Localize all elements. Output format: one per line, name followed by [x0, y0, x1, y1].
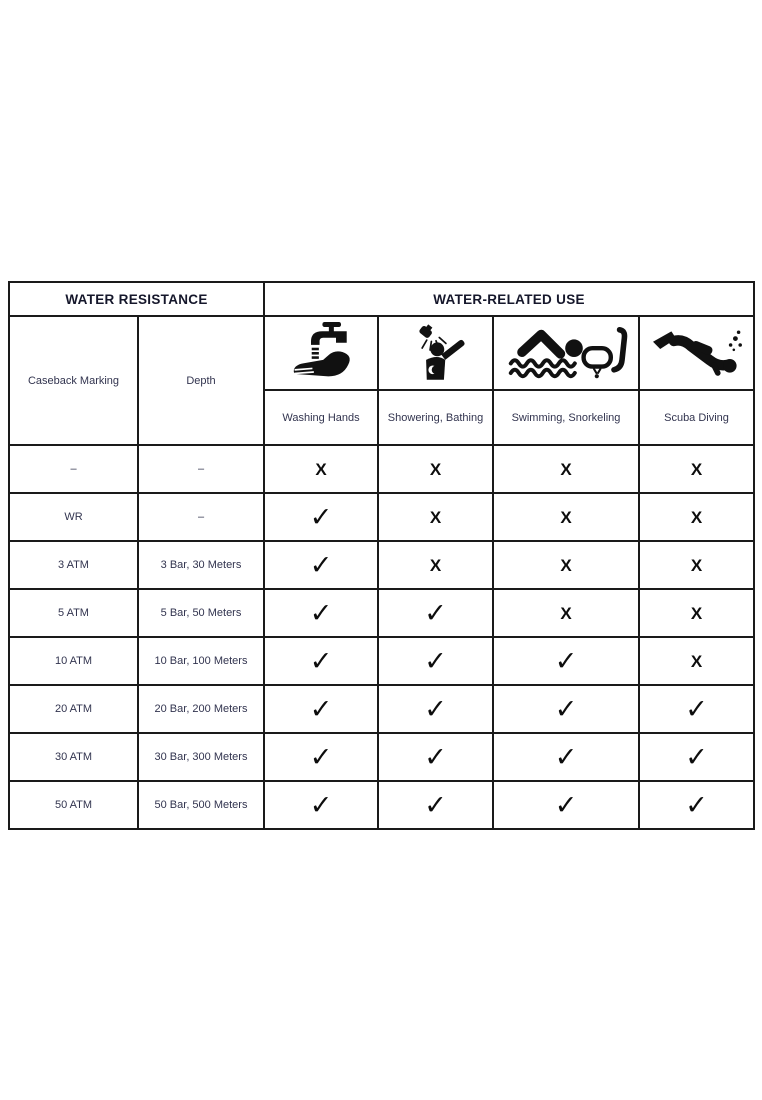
depth-value: 10 Bar, 100 Meters	[138, 637, 264, 685]
check-mark: ✓	[264, 637, 378, 685]
check-mark: ✓	[264, 781, 378, 829]
table-row	[9, 685, 754, 733]
x-mark: X	[639, 541, 754, 589]
depth-value: 50 Bar, 500 Meters	[138, 781, 264, 829]
check-mark: ✓	[493, 685, 639, 733]
depth-value: 3 Bar, 30 Meters	[138, 541, 264, 589]
check-mark: ✓	[493, 733, 639, 781]
x-mark: X	[264, 445, 378, 493]
caseback-marking-value: WR	[9, 493, 138, 541]
check-mark: ✓	[639, 781, 754, 829]
water-related-use-header: WATER-RELATED USE	[264, 282, 754, 316]
caseback-marking-value: 20 ATM	[9, 685, 138, 733]
table-row	[9, 781, 754, 829]
scuba-diving-icon	[640, 321, 753, 385]
check-mark: ✓	[264, 685, 378, 733]
table-row	[9, 733, 754, 781]
scuba-diving-cell	[639, 316, 754, 390]
check-mark: ✓	[264, 589, 378, 637]
washing-hands-cell	[264, 316, 378, 390]
depth-value: 5 Bar, 50 Meters	[138, 589, 264, 637]
activity-label-scuba: Scuba Diving	[639, 390, 754, 445]
table-row	[9, 493, 754, 541]
caseback-marking-column-header: Caseback Marking	[9, 316, 138, 445]
caseback-marking-value: 5 ATM	[9, 589, 138, 637]
washing-hands-icon	[265, 320, 377, 384]
table-row	[9, 637, 754, 685]
swimming-snorkeling-icon	[494, 321, 638, 385]
water-resistance-table	[8, 281, 755, 830]
water-table-body	[9, 445, 754, 829]
water-resistance-chart	[8, 281, 754, 830]
activity-label-showering: Showering, Bathing	[378, 390, 493, 445]
x-mark: X	[639, 445, 754, 493]
x-mark: X	[378, 445, 493, 493]
caseback-marking-value: 30 ATM	[9, 733, 138, 781]
depth-value: –	[138, 493, 264, 541]
depth-value: 20 Bar, 200 Meters	[138, 685, 264, 733]
x-mark: X	[493, 541, 639, 589]
caseback-marking-value: 3 ATM	[9, 541, 138, 589]
swimming-snorkeling-cell	[493, 316, 639, 390]
caseback-marking-value: –	[9, 445, 138, 493]
depth-column-header: Depth	[138, 316, 264, 445]
x-mark: X	[493, 493, 639, 541]
table-row	[9, 445, 754, 493]
x-mark: X	[493, 445, 639, 493]
x-mark: X	[639, 589, 754, 637]
table-header-row	[9, 282, 754, 316]
depth-value: 30 Bar, 300 Meters	[138, 733, 264, 781]
showering-cell	[378, 316, 493, 390]
check-mark: ✓	[378, 781, 493, 829]
showering-icon	[379, 320, 492, 384]
table-row	[9, 589, 754, 637]
check-mark: ✓	[493, 637, 639, 685]
icon-header-row	[9, 316, 754, 390]
x-mark: X	[639, 493, 754, 541]
water-resistance-header: WATER RESISTANCE	[9, 282, 264, 316]
check-mark: ✓	[264, 541, 378, 589]
check-mark: ✓	[264, 493, 378, 541]
activity-label-washing-hands: Washing Hands	[264, 390, 378, 445]
caseback-marking-value: 50 ATM	[9, 781, 138, 829]
check-mark: ✓	[493, 781, 639, 829]
check-mark: ✓	[639, 733, 754, 781]
x-mark: X	[378, 541, 493, 589]
check-mark: ✓	[378, 637, 493, 685]
check-mark: ✓	[378, 589, 493, 637]
check-mark: ✓	[639, 685, 754, 733]
check-mark: ✓	[378, 733, 493, 781]
x-mark: X	[378, 493, 493, 541]
x-mark: X	[639, 637, 754, 685]
x-mark: X	[493, 589, 639, 637]
check-mark: ✓	[378, 685, 493, 733]
depth-value: –	[138, 445, 264, 493]
caseback-marking-value: 10 ATM	[9, 637, 138, 685]
activity-label-swimming: Swimming, Snorkeling	[493, 390, 639, 445]
table-row	[9, 541, 754, 589]
check-mark: ✓	[264, 733, 378, 781]
